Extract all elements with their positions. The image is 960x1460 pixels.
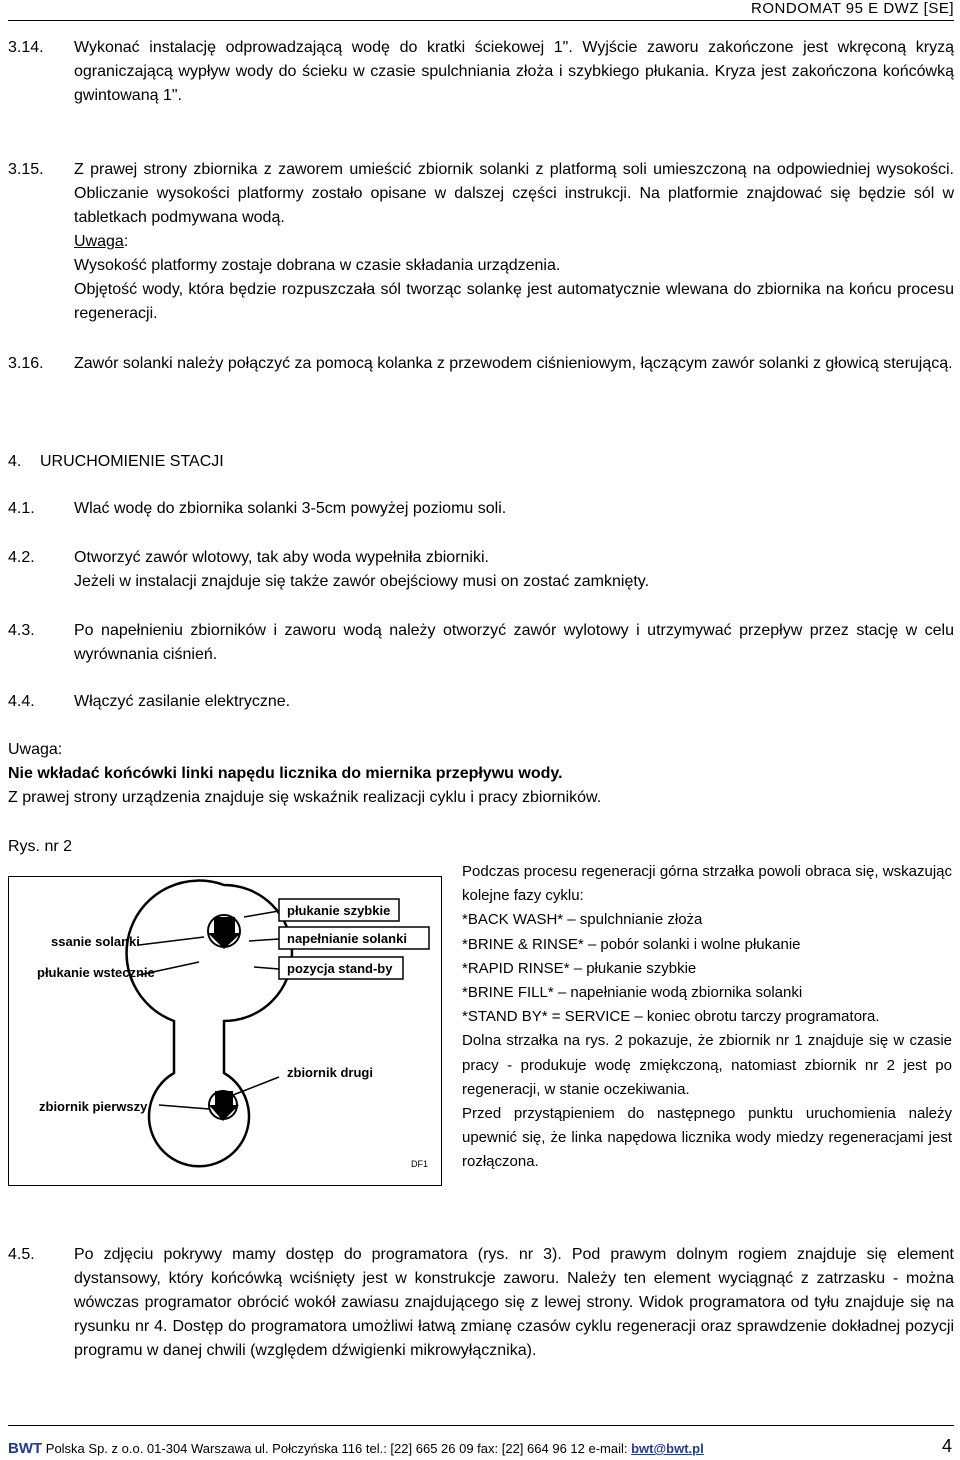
section-heading: URUCHOMIENIE STACJI: [40, 453, 224, 470]
document-header: RONDOMAT 95 E DWZ [SE]: [751, 0, 954, 17]
label-stand-by: pozycja stand-by: [287, 961, 393, 976]
section-number: 4.5.: [8, 1246, 35, 1263]
description-line: *BACK WASH* – spulchnianie złoża: [462, 911, 703, 929]
figure-code: DF1: [411, 1159, 429, 1169]
indicator-diagram: [9, 877, 441, 1185]
section-text: Zawór solanki należy połączyć za pomocą kolanka z przewodem ciśnieniowym, łączącym zawór solanki z głowicą sterującą.: [74, 355, 953, 372]
section-3-15: [8, 158, 954, 326]
leader-standby: [254, 967, 279, 969]
header-rule: [8, 20, 954, 21]
indicator-figure: [8, 876, 442, 1186]
description-line: *BRINE FILL* – napełnianie wodą zbiornika solanki: [462, 984, 803, 1002]
leader-first: [159, 1105, 209, 1109]
label-rapid-rinse: płukanie szybkie: [287, 903, 391, 918]
section-number: 3.14.: [8, 39, 44, 56]
note-line: Objętość wody, która będzie rozpuszczała sól tworząc solankę jest automatycznie wlewana do zbiornika na końcu procesu regeneracji.: [74, 281, 954, 322]
section-number: 3.16.: [8, 355, 44, 372]
section-4-heading: [8, 450, 954, 474]
section-4-1: [8, 497, 954, 521]
footer-email-link[interactable]: bwt@bwt.pl: [631, 1441, 704, 1456]
warning-block: [8, 738, 954, 810]
label-first-tank: zbiornik pierwszy: [39, 1099, 148, 1114]
section-text: Z prawej strony zbiornika z zaworem umieścić zbiornik solanki z platformą soli umieszczoną na odpowiedniej wysokości. Obliczanie wysokości platformy zostało opisane w dalszej części instrukcji. Na platformie znajdować się będzie sól w tabletkach podmywana wodą.: [74, 161, 954, 226]
note: Uwaga:: [74, 233, 129, 250]
section-number: 3.15.: [8, 161, 44, 178]
label-back-wash: płukanie wstecznie: [37, 965, 155, 980]
section-4-3: [8, 619, 954, 667]
footer-brand-logo: BWT: [8, 1440, 43, 1457]
section-4-4: [8, 690, 954, 714]
section-number: 4.1.: [8, 500, 35, 517]
section-text: Wykonać instalację odprowadzającą wodę do kratki ściekowej 1". Wyjście zaworu zakończone jest wkręconą kryzą ograniczającą wypływ wody do ścieku w czasie spulchniania złoża i szybkiego płukania. Kryza jest zakończona końcówką gwintowaną 1".: [74, 39, 954, 104]
leader-fill: [249, 939, 279, 941]
label-second-tank: zbiornik drugi: [287, 1065, 373, 1080]
section-number: 4.: [8, 453, 22, 470]
section-number: 4.3.: [8, 622, 35, 639]
description-line: Podczas procesu regeneracji górna strzałka powoli obraca się, wskazując kolejne fazy cyklu:: [462, 863, 952, 905]
figure-description: [462, 860, 952, 1175]
section-text: Włączyć zasilanie elektryczne.: [74, 693, 291, 710]
section-text: Po napełnieniu zbiorników i zaworu wodą należy otworzyć zawór wylotowy i utrzymywać przepływ przez stację w celu wyrównania ciśnień.: [74, 622, 954, 663]
section-text: Po zdjęciu pokrywy mamy dostęp do programatora (rys. nr 3). Pod prawym dolnym rogiem znajduje się element dystansowy, który końcówką wciśnięty jest w konstrukcje zaworu. Należy ten element wyciągnąć z zatrzasku - można wówczas programator obrócić wokół zawiasu znajdującego się z lewej strony. Widok programatora od tyłu znajduje się na rysunku nr 4. Dostęp do programatora umożliwi łatwą zmianę czasów cyklu regeneracji oraz sprawdzenie dokładnej pozycji programu w danej chwili (względem dźwigienki mikrowyłącznika).: [74, 1246, 954, 1359]
note-line: Wysokość platformy zostaje dobrana w czasie składania urządzenia.: [74, 257, 561, 274]
description-line: Dolna strzałka na rys. 2 pokazuje, że zbiornik nr 1 znajduje się w czasie pracy - produkuje wodę zmiękczoną, natomiast zbiornik nr 2 jest po regeneracji, w stanie oczekiwania.: [462, 1032, 952, 1098]
warning-bold: Nie wkładać końcówki linki napędu licznika do miernika przepływu wody.: [8, 765, 563, 782]
footer-rule: [8, 1425, 954, 1426]
page-number: 4: [941, 1436, 952, 1456]
section-text-2: Jeżeli w instalacji znajduje się także zawór obejściowy musi on zostać zamknięty.: [74, 573, 650, 590]
description-line: *RAPID RINSE* – płukanie szybkie: [462, 959, 697, 977]
description-line: Przed przystąpieniem do następnego punktu uruchomienia należy upewnić się, że linka napędowa licznika wody miedzy regeneracjami jest rozłączona.: [462, 1105, 952, 1171]
label-brine-fill: napełnianie solanki: [287, 931, 407, 946]
section-number: 4.4.: [8, 693, 35, 710]
leader-rapid: [244, 911, 279, 917]
section-4-2: [8, 546, 954, 594]
section-3-16: [8, 352, 954, 376]
section-text: Otworzyć zawór wlotowy, tak aby woda wypełniła zbiorniki.: [74, 549, 489, 566]
description-line: *BRINE & RINSE* – pobór solanki i wolne płukanie: [462, 935, 801, 953]
label-brine: ssanie solanki: [51, 934, 140, 949]
warning-label: Uwaga:: [8, 741, 63, 758]
leader-brine: [139, 937, 204, 945]
warning-line: Z prawej strony urządzenia znajduje się wskaźnik realizacji cyklu i pracy zbiorników.: [8, 789, 602, 806]
figure-caption: Rys. nr 2: [8, 838, 73, 855]
section-number: 4.2.: [8, 549, 35, 566]
footer: [8, 1440, 704, 1457]
note-label: Uwaga: [74, 233, 124, 250]
footer-address: Polska Sp. z o.o. 01-304 Warszawa ul. Połczyńska 116 tel.: [22] 665 26 09 fax: [22] 664 96 12 e-mail:: [42, 1441, 632, 1456]
section-text: Wlać wodę do zbiornika solanki 3-5cm powyżej poziomu soli.: [74, 500, 507, 517]
section-3-14: [8, 36, 954, 108]
description-line: *STAND BY* = SERVICE – koniec obrotu tarczy programatora.: [462, 1008, 880, 1026]
section-4-5: [8, 1243, 954, 1363]
